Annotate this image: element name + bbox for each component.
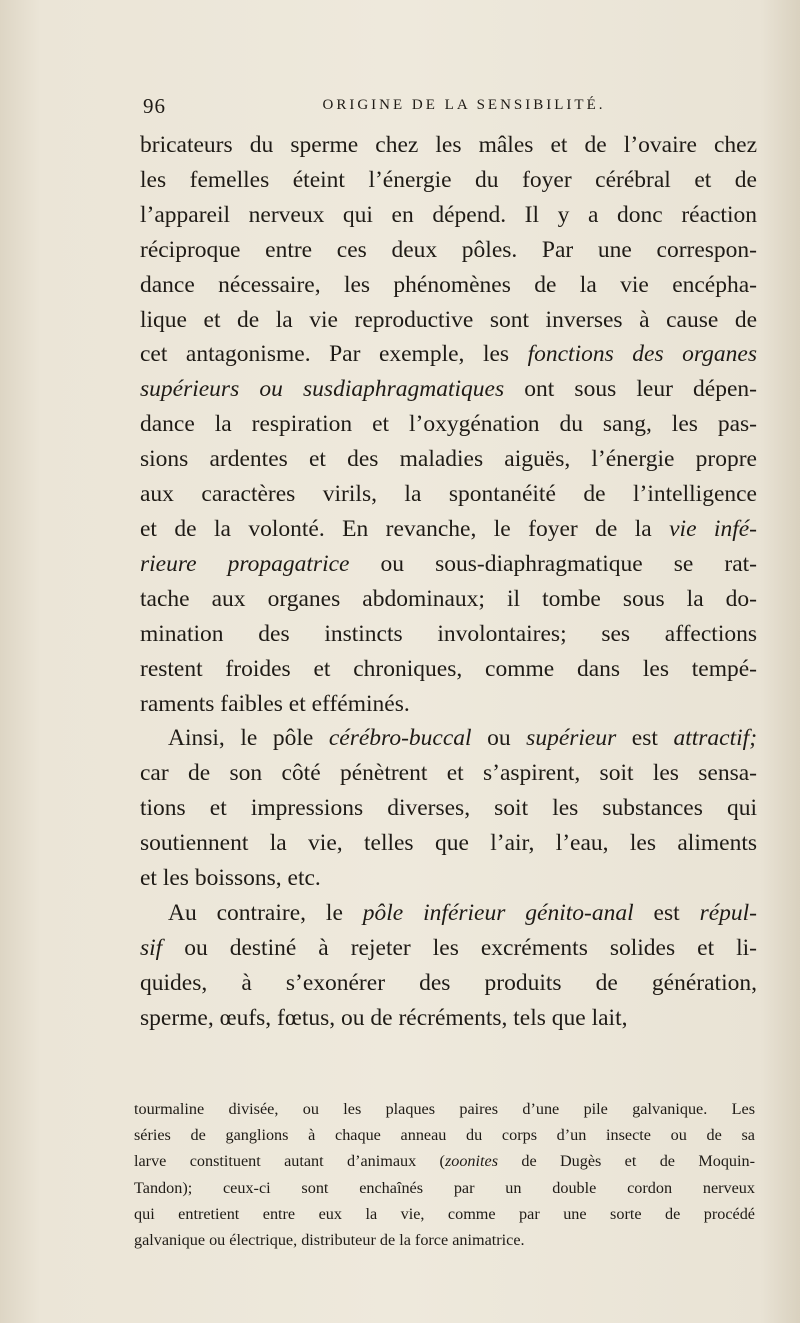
footnote-text: séries de ganglions à chaque anneau du corps d’un insecte ou de sa	[134, 1126, 755, 1145]
page-header	[143, 94, 755, 124]
footnote	[134, 1096, 755, 1253]
body-line	[140, 617, 757, 652]
footnote-line	[134, 1096, 755, 1122]
body-text: réciproque entre ces deux pôles. Par une correspon-	[140, 236, 757, 263]
body-line	[140, 128, 757, 163]
body-italic-text: cérébro-buccal	[328, 725, 472, 752]
body-text	[140, 128, 757, 1036]
body-line	[140, 303, 757, 338]
body-text: tache aux organes abdominaux; il tombe sous la do-	[140, 585, 757, 612]
body-text: ont sous leur dépen-	[504, 376, 757, 403]
body-line	[140, 512, 757, 547]
body-text: et de la volonté. En revanche, le foyer de la	[140, 515, 670, 542]
body-line	[140, 163, 757, 198]
body-line	[140, 861, 757, 896]
body-text: aux caractères virils, la spontanéité de l’intelligence	[140, 481, 757, 508]
body-italic-text: attractif;	[673, 725, 758, 752]
body-text: ou sous-diaphragmatique se rat-	[349, 550, 758, 577]
footnote-text: de Dugès et de Moquin-	[498, 1152, 755, 1171]
footnote-line	[134, 1201, 755, 1227]
footnote-text: Tandon); ceux-ci sont enchaînés par un double cordon nerveux	[134, 1178, 755, 1197]
body-text: les femelles éteint l’énergie du foyer cérébral et de	[140, 166, 757, 193]
body-text: restent froides et chroniques, comme dans les tempé-	[140, 655, 757, 682]
body-text: soutiennent la vie, telles que l’air, l’eau, les aliments	[140, 830, 757, 857]
body-text: Au contraire, le	[168, 899, 363, 926]
body-line	[140, 337, 757, 372]
body-text: quides, à s’exonérer des produits de génération,	[140, 969, 757, 996]
body-text: dance la respiration et l’oxygénation du sang, les pas-	[140, 411, 757, 438]
body-italic-text: répul-	[699, 899, 757, 926]
body-text: sperme, œufs, fœtus, ou de récréments, tels que lait,	[140, 1004, 628, 1031]
body-line	[140, 896, 757, 931]
body-text: et les boissons, etc.	[140, 865, 321, 892]
body-text: sions ardentes et des maladies aiguës, l’énergie propre	[140, 446, 757, 473]
body-line	[140, 442, 757, 477]
footnote-text: galvanique ou électrique, distributeur de la force animatrice.	[134, 1231, 525, 1250]
body-italic-text: fonctions des organes	[527, 341, 757, 368]
body-line	[140, 407, 757, 442]
body-italic-text: sif	[140, 934, 163, 961]
body-text: car de son côté pénètrent et s’aspirent, soit les sensa-	[140, 760, 757, 787]
body-text: est	[616, 725, 674, 752]
body-text: raments faibles et efféminés.	[140, 690, 410, 717]
body-text: dance nécessaire, les phénomènes de la vie encépha-	[140, 271, 757, 298]
body-line	[140, 826, 757, 861]
body-italic-text: rieure propagatrice	[140, 550, 350, 577]
footnote-text: qui entretient entre eux la vie, comme par une sorte de procédé	[134, 1204, 755, 1223]
body-text: bricateurs du sperme chez les mâles et de l’ovaire chez	[140, 132, 757, 158]
footnote-line	[134, 1227, 755, 1253]
body-text: Ainsi, le pôle	[168, 725, 329, 752]
running-title: ORIGINE DE LA SENSIBILITÉ.	[322, 97, 606, 113]
body-line	[140, 233, 757, 268]
body-line	[140, 721, 757, 756]
body-italic-text: pôle inférieur génito-anal	[362, 899, 634, 926]
body-italic-text: vie infé-	[669, 515, 757, 542]
body-italic-text: supérieur	[526, 725, 617, 752]
footnote-text: tourmaline divisée, ou les plaques paires d’une pile galvanique. Les	[134, 1100, 755, 1118]
body-line	[140, 268, 757, 303]
footnote-line	[134, 1148, 755, 1174]
body-line	[140, 687, 757, 722]
body-text: lique et de la vie reproductive sont inverses à cause de	[140, 306, 757, 333]
body-line	[140, 652, 757, 687]
body-line	[140, 372, 757, 407]
body-text: tions et impressions diverses, soit les substances qui	[140, 795, 757, 822]
body-text: l’appareil nerveux qui en dépend. Il y a donc réaction	[140, 201, 757, 228]
body-text: ou	[471, 725, 527, 752]
body-line	[140, 198, 757, 233]
footnote-line	[134, 1175, 755, 1201]
body-italic-text: supérieurs ou susdiaphragmatiques	[140, 376, 505, 403]
body-line	[140, 582, 757, 617]
footnote-line	[134, 1122, 755, 1148]
body-line	[140, 931, 757, 966]
body-line	[140, 547, 757, 582]
body-line	[140, 756, 757, 791]
body-text: mination des instincts involontaires; ses affections	[140, 620, 757, 647]
body-text: cet antagonisme. Par exemple, les	[140, 341, 528, 368]
body-line	[140, 966, 757, 1001]
footnote-text: larve constituent autant d’animaux (	[134, 1152, 445, 1171]
body-text: ou destiné à rejeter les excréments solides et li-	[162, 934, 757, 961]
page-number: 96	[143, 94, 166, 118]
body-text: est	[633, 899, 700, 926]
body-line	[140, 791, 757, 826]
body-line	[140, 477, 757, 512]
body-line	[140, 1001, 757, 1036]
footnote-italic-text: zoonites	[444, 1152, 498, 1171]
